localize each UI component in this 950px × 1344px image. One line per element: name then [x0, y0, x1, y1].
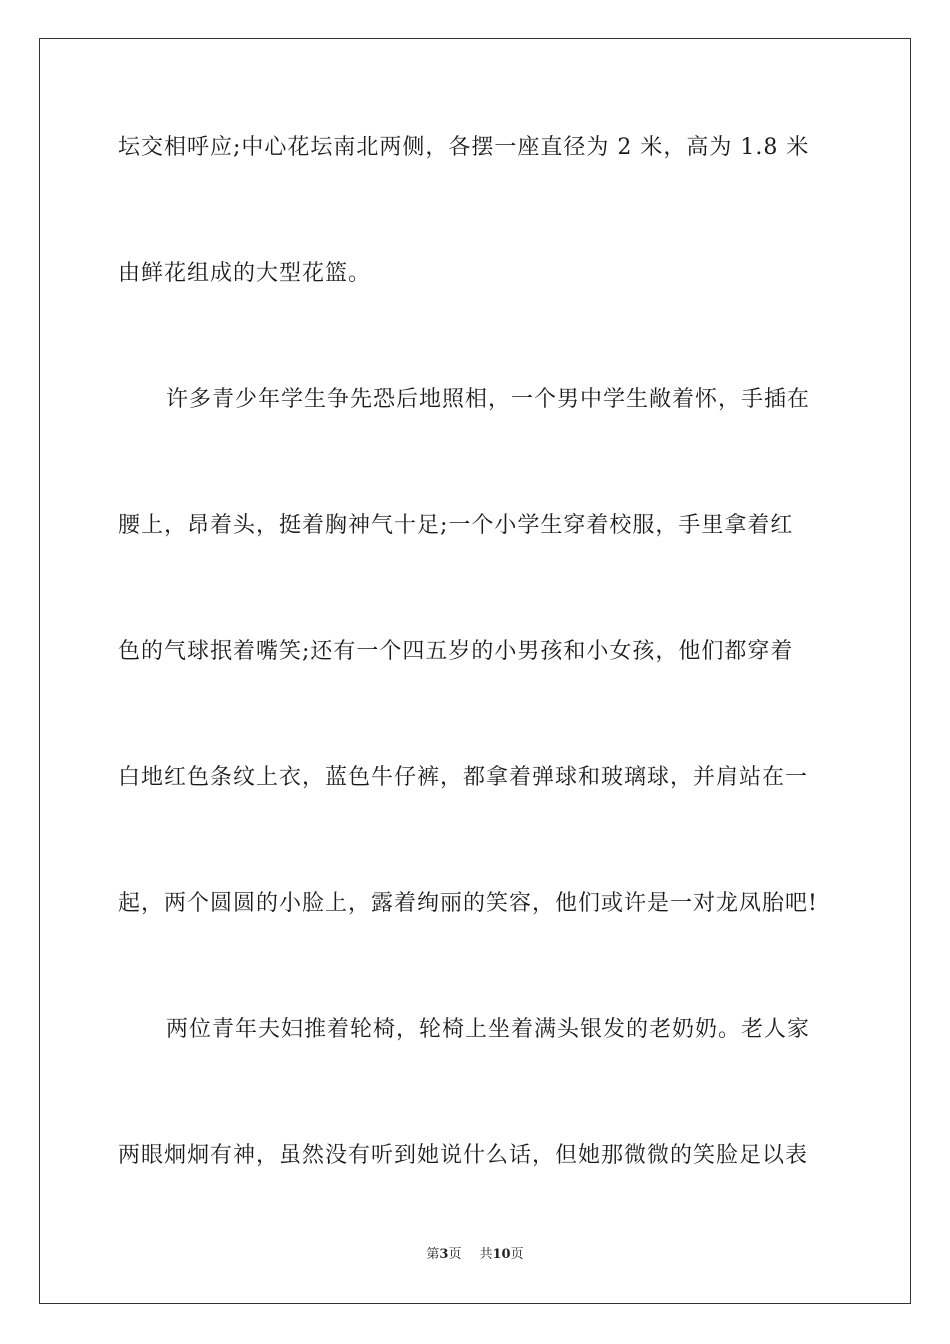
text-line-4: 腰上，昂着头，挺着胸神气十足;一个小学生穿着校服，手里拿着红	[118, 513, 794, 538]
text-line-1: 坛交相呼应;中心花坛南北两侧，各摆一座直径为 2 米，高为 1.8 米	[118, 135, 810, 160]
text-line-2: 由鲜花组成的大型花篮。	[118, 261, 372, 286]
footer-page-suffix: 页	[448, 1247, 462, 1262]
text-line-8: 两位青年夫妇推着轮椅，轮椅上坐着满头银发的老奶奶。老人家	[166, 1017, 811, 1042]
text-line-6: 白地红色条纹上衣，蓝色牛仔裤，都拿着弹球和玻璃球，并肩站在一	[118, 765, 809, 790]
text-line-3: 许多青少年学生争先恐后地照相，一个男中学生敞着怀，手插在	[166, 387, 811, 412]
text-line-5: 色的气球抿着嘴笑;还有一个四五岁的小男孩和小女孩，他们都穿着	[118, 639, 794, 664]
text-line-7: 起，两个圆圆的小脸上，露着绚丽的笑容，他们或许是一对龙凤胎吧!	[118, 891, 818, 916]
footer-page-number: 3	[439, 1247, 449, 1262]
page-border	[39, 38, 911, 1304]
footer-total-prefix: 共	[479, 1247, 493, 1262]
footer-total-pages: 10	[492, 1247, 511, 1262]
text-line-9: 两眼炯炯有神，虽然没有听到她说什么话，但她那微微的笑脸足以表	[118, 1143, 809, 1168]
footer-page-prefix: 第	[426, 1247, 440, 1262]
page-footer	[0, 1246, 950, 1264]
footer-total-suffix: 页	[510, 1247, 524, 1262]
